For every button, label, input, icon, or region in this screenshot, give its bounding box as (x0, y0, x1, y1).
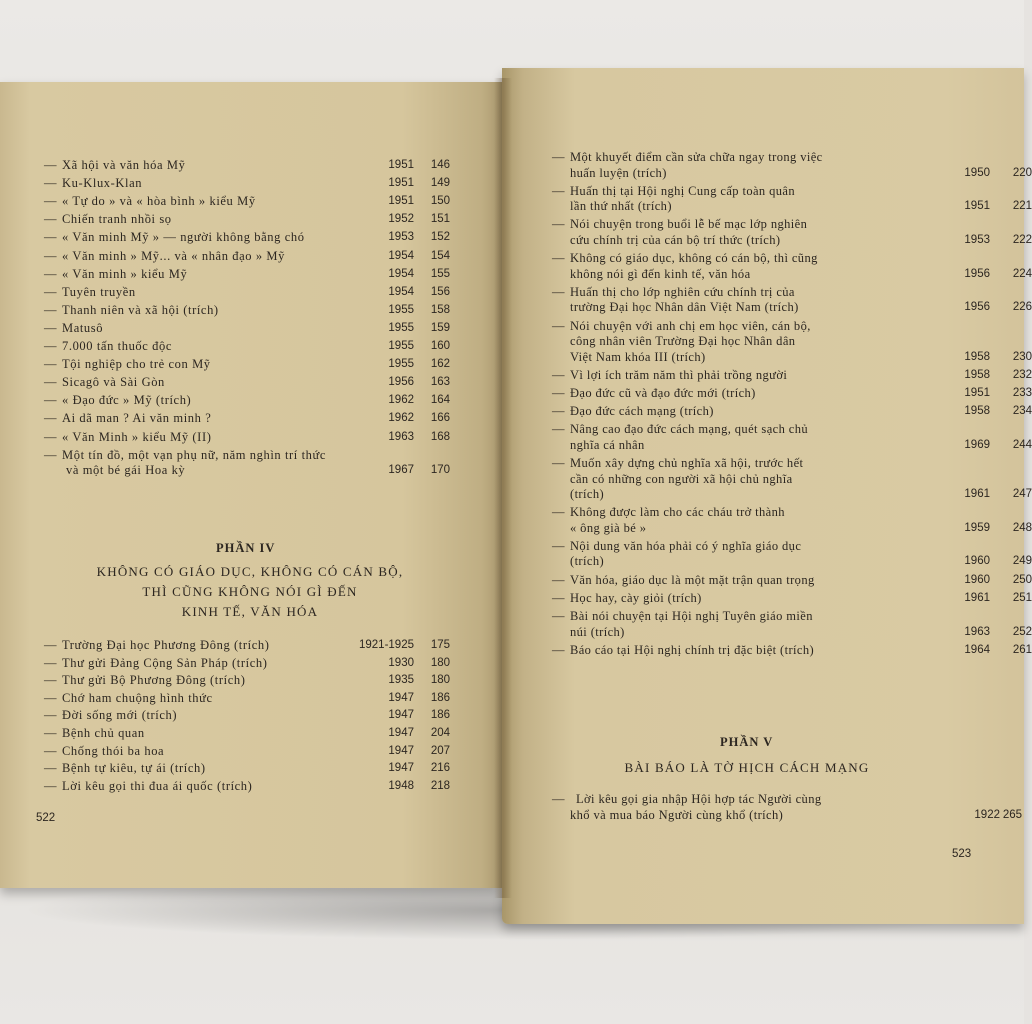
entry-title: và một bé gái Hoa kỳ (66, 462, 186, 477)
entry-page: 216 (430, 762, 450, 775)
entry-title: Báo cáo tại Hội nghị chính trị đặc biệt (trích) (570, 642, 815, 657)
entry-page: 170 (430, 463, 450, 476)
entry-year: 1954 (388, 249, 414, 262)
entry-title: Một tín đồ, một vạn phụ nữ, năm nghìn trí thức (62, 447, 327, 462)
entry-title: « Văn minh » kiểu Mỹ (62, 266, 188, 281)
entry-year: 1947 (388, 744, 414, 757)
entry-dash: — (44, 761, 57, 776)
entry-dash: — (552, 572, 565, 587)
part-v-label: PHẦN V (720, 735, 774, 749)
entry-title: huấn luyện (trích) (570, 165, 667, 180)
entry-page: 156 (430, 285, 450, 298)
entry-title: Nói chuyện với anh chị em học viên, cán bộ, (570, 318, 811, 333)
entry-dash: — (552, 318, 565, 333)
entry-dash: — (44, 284, 57, 299)
entry-year: 1947 (388, 762, 414, 775)
entry-page: 146 (430, 159, 450, 171)
entry-page: 154 (430, 249, 450, 262)
entry-page: 265 (1002, 809, 1022, 821)
entry-dash: — (44, 638, 57, 652)
part-iv-label: PHẦN IV (216, 541, 276, 555)
entry-dash: — (552, 183, 565, 198)
entry-title: « Văn Minh » kiểu Mỹ (II) (62, 429, 212, 444)
entry-year: 1951 (388, 159, 414, 171)
entry-title: nghĩa cá nhân (570, 437, 645, 452)
entry-title: Chiến tranh nhồi sọ (62, 212, 172, 227)
entry-dash: — (552, 404, 565, 419)
entry-title: Thanh niên và xã hội (trích) (62, 302, 219, 317)
entry-dash: — (552, 792, 565, 806)
entry-dash: — (552, 217, 565, 232)
entry-title: khổ và mua báo Người cùng khổ (trích) (570, 808, 784, 822)
entry-page: 222 (1012, 233, 1032, 246)
page-number: 522 (36, 812, 56, 824)
entry-year: 1967 (388, 463, 414, 476)
entry-year: 1930 (388, 656, 414, 669)
entry-dash: — (44, 708, 57, 723)
part-v-title: BÀI BÁO LÀ TỜ HỊCH CÁCH MẠNG (624, 760, 870, 775)
entry-year: 1948 (388, 779, 414, 792)
entry-dash: — (44, 212, 57, 227)
entry-dash: — (44, 429, 57, 444)
entry-title: Đời sống mới (trích) (62, 708, 178, 723)
entry-dash: — (552, 609, 565, 623)
entry-page: 150 (430, 195, 450, 208)
part-iv-title (70, 562, 430, 622)
entry-dash: — (44, 194, 57, 209)
entry-year: 1956 (964, 301, 990, 314)
entry-title: Việt Nam khóa III (trích) (570, 349, 706, 364)
entry-dash: — (44, 655, 57, 670)
entry-dash: — (44, 673, 57, 688)
entry-dash: — (552, 590, 565, 605)
entry-title: Đạo đức cách mạng (trích) (570, 404, 714, 419)
entry-year: 1954 (388, 267, 414, 280)
entry-page: 250 (1012, 573, 1032, 586)
entry-title: cứu chính trị của cán bộ trí thức (trích) (570, 232, 781, 247)
entry-dash: — (44, 320, 57, 335)
entry-page: 163 (430, 376, 450, 389)
entry-dash: — (44, 726, 57, 740)
entry-dash: — (44, 176, 57, 191)
entry-title: Bệnh tự kiêu, tự ái (trích) (62, 761, 206, 776)
entry-year: 1964 (964, 643, 990, 656)
entry-page: 155 (430, 267, 450, 280)
entry-title: cần có những con người xã hội chủ nghĩa (570, 471, 793, 486)
entry-year: 1955 (388, 321, 414, 334)
entry-title: « Văn minh » Mỹ... và « nhân đạo » Mỹ (62, 248, 285, 263)
entry-dash: — (552, 150, 565, 164)
entry-title: 7.000 tấn thuốc độc (62, 339, 172, 353)
entry-dash: — (44, 357, 57, 372)
entry-year: 1969 (964, 438, 990, 451)
entry-page: 252 (1012, 625, 1032, 638)
entry-year: 1956 (388, 376, 414, 389)
entry-dash: — (44, 266, 57, 281)
entry-page: 207 (430, 744, 450, 757)
entry-year: 1960 (964, 555, 990, 568)
entry-year: 1955 (388, 358, 414, 371)
entry-year: 1921-1925 (359, 639, 414, 651)
entry-title: Huấn thị cho lớp nghiên cứu chính trị của (570, 284, 795, 299)
entry-year: 1954 (388, 285, 414, 298)
entry-page: 160 (430, 340, 450, 352)
entry-dash: — (44, 411, 57, 426)
entry-year: 1963 (964, 625, 990, 638)
entry-year: 1958 (964, 405, 990, 418)
entry-page: 221 (1012, 200, 1032, 213)
entry-page: 149 (430, 177, 450, 190)
entry-year: 1960 (964, 573, 990, 586)
entry-page: 186 (430, 691, 450, 704)
page-number: 523 (952, 848, 972, 860)
entry-title: Lời kêu gọi gia nhập Hội hợp tác Người cùng (576, 792, 822, 806)
part-iv-title-line: KHÔNG CÓ GIÁO DỤC, KHÔNG CÓ CÁN BỘ, (96, 564, 404, 579)
entry-title: Ai dã man ? Ai văn minh ? (62, 411, 212, 426)
entry-year: 1935 (388, 674, 414, 687)
entry-year: 1962 (388, 394, 414, 407)
entry-title: « Văn minh Mỹ » — người không bằng chó (62, 230, 305, 245)
right-page (502, 68, 1032, 924)
entry-dash: — (44, 447, 57, 462)
entry-title: Tuyên truyền (62, 284, 136, 299)
entry-dash: — (44, 690, 57, 705)
entry-year: 1951 (388, 195, 414, 208)
entry-title: Không có giáo dục, không có cán bộ, thì cũng (570, 251, 818, 266)
entry-page: 151 (430, 213, 450, 226)
entry-title: núi (trích) (570, 624, 625, 639)
entry-dash: — (44, 375, 57, 390)
entry-dash: — (44, 302, 57, 317)
entry-title: Không được làm cho các cháu trở thành (570, 505, 785, 520)
entry-dash: — (552, 642, 565, 657)
entry-title: Muốn xây dựng chủ nghĩa xã hội, trước hết (570, 456, 804, 470)
entry-year: 1953 (388, 231, 414, 244)
entry-dash: — (44, 778, 57, 793)
entry-page: 166 (430, 412, 450, 425)
entry-title: Matusô (62, 320, 104, 335)
entry-dash: — (552, 505, 565, 520)
entry-title: Thư gửi Bộ Phương Đông (trích) (62, 673, 246, 688)
entry-title: Chống thói ba hoa (62, 743, 165, 758)
entry-page: 180 (430, 674, 450, 687)
entry-year: 1961 (964, 488, 990, 500)
entry-title: Sicagô và Sài Gòn (62, 375, 165, 390)
entry-dash: — (552, 284, 565, 299)
entry-page: 226 (1012, 301, 1032, 314)
entry-dash: — (44, 230, 57, 245)
part-iv-title-line: THÌ CŨNG KHÔNG NÓI GÌ ĐẾN (142, 584, 358, 599)
entry-page: 175 (430, 639, 450, 651)
entry-dash: — (552, 538, 565, 553)
entry-title: công nhân viên Trường Đại học Nhân dân (570, 334, 796, 348)
entry-page: 168 (430, 430, 450, 443)
entry-page: 218 (430, 779, 450, 792)
entry-year: 1951 (964, 386, 990, 399)
entry-title: Thư gửi Đảng Cộng Sản Pháp (trích) (62, 655, 268, 670)
entry-title: Một khuyết điểm cần sửa chữa ngay trong việc (570, 150, 823, 164)
entry-year: 1947 (388, 691, 414, 704)
entry-dash: — (552, 251, 565, 266)
entry-title: Bài nói chuyện tại Hội nghị Tuyên giáo miền (570, 609, 813, 623)
part-iv-title-line: KINH TẾ, VĂN HÓA (181, 604, 319, 619)
entry-page: 158 (430, 303, 450, 316)
entry-page: 152 (430, 231, 450, 244)
entry-page: 220 (1012, 166, 1032, 179)
entry-page: 159 (430, 321, 450, 334)
left-page (0, 82, 502, 888)
entry-title: (trích) (570, 554, 605, 569)
entry-dash: — (44, 339, 57, 353)
entry-title: không nói gì đến kinh tế, văn hóa (570, 266, 751, 281)
entry-title: (trích) (570, 487, 605, 501)
entry-year: 1963 (388, 430, 414, 443)
entry-title: Huấn thị tại Hội nghị Cung cấp toàn quân (570, 183, 795, 198)
book-gutter (494, 78, 512, 898)
entry-year: 1951 (388, 177, 414, 190)
entry-title: Học hay, cày giỏi (trích) (570, 590, 702, 605)
entry-title: « Đạo đức » Mỹ (trích) (62, 393, 192, 408)
entry-year: 1947 (388, 727, 414, 739)
entry-dash: — (552, 385, 565, 400)
entry-dash: — (44, 158, 57, 172)
entry-title: Lời kêu gọi thi đua ái quốc (trích) (62, 778, 253, 793)
entry-title: « ông già bé » (570, 520, 647, 535)
entry-page: 230 (1012, 350, 1032, 363)
entry-title: Văn hóa, giáo dục là một mặt trận quan trọng (570, 572, 815, 587)
entry-page: 249 (1012, 555, 1032, 568)
entry-dash: — (44, 743, 57, 758)
entry-year: 1962 (388, 412, 414, 425)
entry-year: 1959 (964, 521, 990, 534)
entry-page: 247 (1012, 488, 1032, 500)
entry-title: trường Đại học Nhân dân Việt Nam (trích) (570, 300, 799, 315)
entry-year: 1956 (964, 267, 990, 280)
entry-dash: — (552, 422, 565, 437)
entry-title: Nâng cao đạo đức cách mạng, quét sạch chủ (570, 422, 809, 437)
entry-page: 244 (1012, 438, 1032, 451)
entry-year: 1922 (974, 809, 1000, 821)
entry-page: 180 (430, 656, 450, 669)
entry-title: Vì lợi ích trăm năm thì phải trồng người (570, 367, 788, 382)
entry-title: Ku-Klux-Klan (62, 176, 143, 191)
entry-title: lần thứ nhất (trích) (570, 199, 672, 214)
entry-year: 1955 (388, 340, 414, 352)
entry-title: Nội dung văn hóa phải có ý nghĩa giáo dục (570, 538, 802, 553)
entry-title: Nói chuyện trong buổi lễ bế mạc lớp nghiên (570, 217, 808, 232)
entry-page: 186 (430, 709, 450, 722)
entry-page: 232 (1012, 368, 1032, 381)
entry-year: 1958 (964, 368, 990, 381)
entry-page: 233 (1012, 386, 1032, 399)
entry-page: 164 (430, 394, 450, 407)
entry-dash: — (44, 248, 57, 263)
entry-page: 162 (430, 358, 450, 371)
entry-year: 1958 (964, 350, 990, 363)
entry-title: Xã hội và văn hóa Mỹ (62, 158, 186, 172)
entry-dash: — (552, 456, 565, 470)
entry-year: 1950 (964, 166, 990, 179)
entry-title: « Tự do » và « hòa bình » kiểu Mỹ (62, 194, 256, 209)
entry-year: 1955 (388, 303, 414, 316)
entry-year: 1952 (388, 213, 414, 226)
entry-title: Chớ ham chuộng hình thức (62, 690, 213, 705)
entry-page: 234 (1012, 405, 1032, 418)
entry-page: 204 (430, 727, 450, 739)
entry-dash: — (44, 393, 57, 408)
entry-title: Bệnh chủ quan (62, 726, 145, 740)
entry-year: 1951 (964, 200, 990, 213)
entry-title: Trường Đại học Phương Đông (trích) (62, 638, 270, 652)
entry-year: 1961 (964, 591, 990, 604)
entry-page: 224 (1012, 267, 1032, 280)
entry-year: 1947 (388, 709, 414, 722)
entry-title: Đạo đức cũ và đạo đức mới (trích) (570, 385, 756, 400)
entry-title: Tội nghiệp cho trẻ con Mỹ (62, 357, 211, 372)
entry-page: 248 (1012, 521, 1032, 534)
entry-page: 251 (1012, 591, 1032, 604)
entry-dash: — (552, 367, 565, 382)
entry-page: 261 (1012, 643, 1032, 656)
entry-year: 1953 (964, 233, 990, 246)
